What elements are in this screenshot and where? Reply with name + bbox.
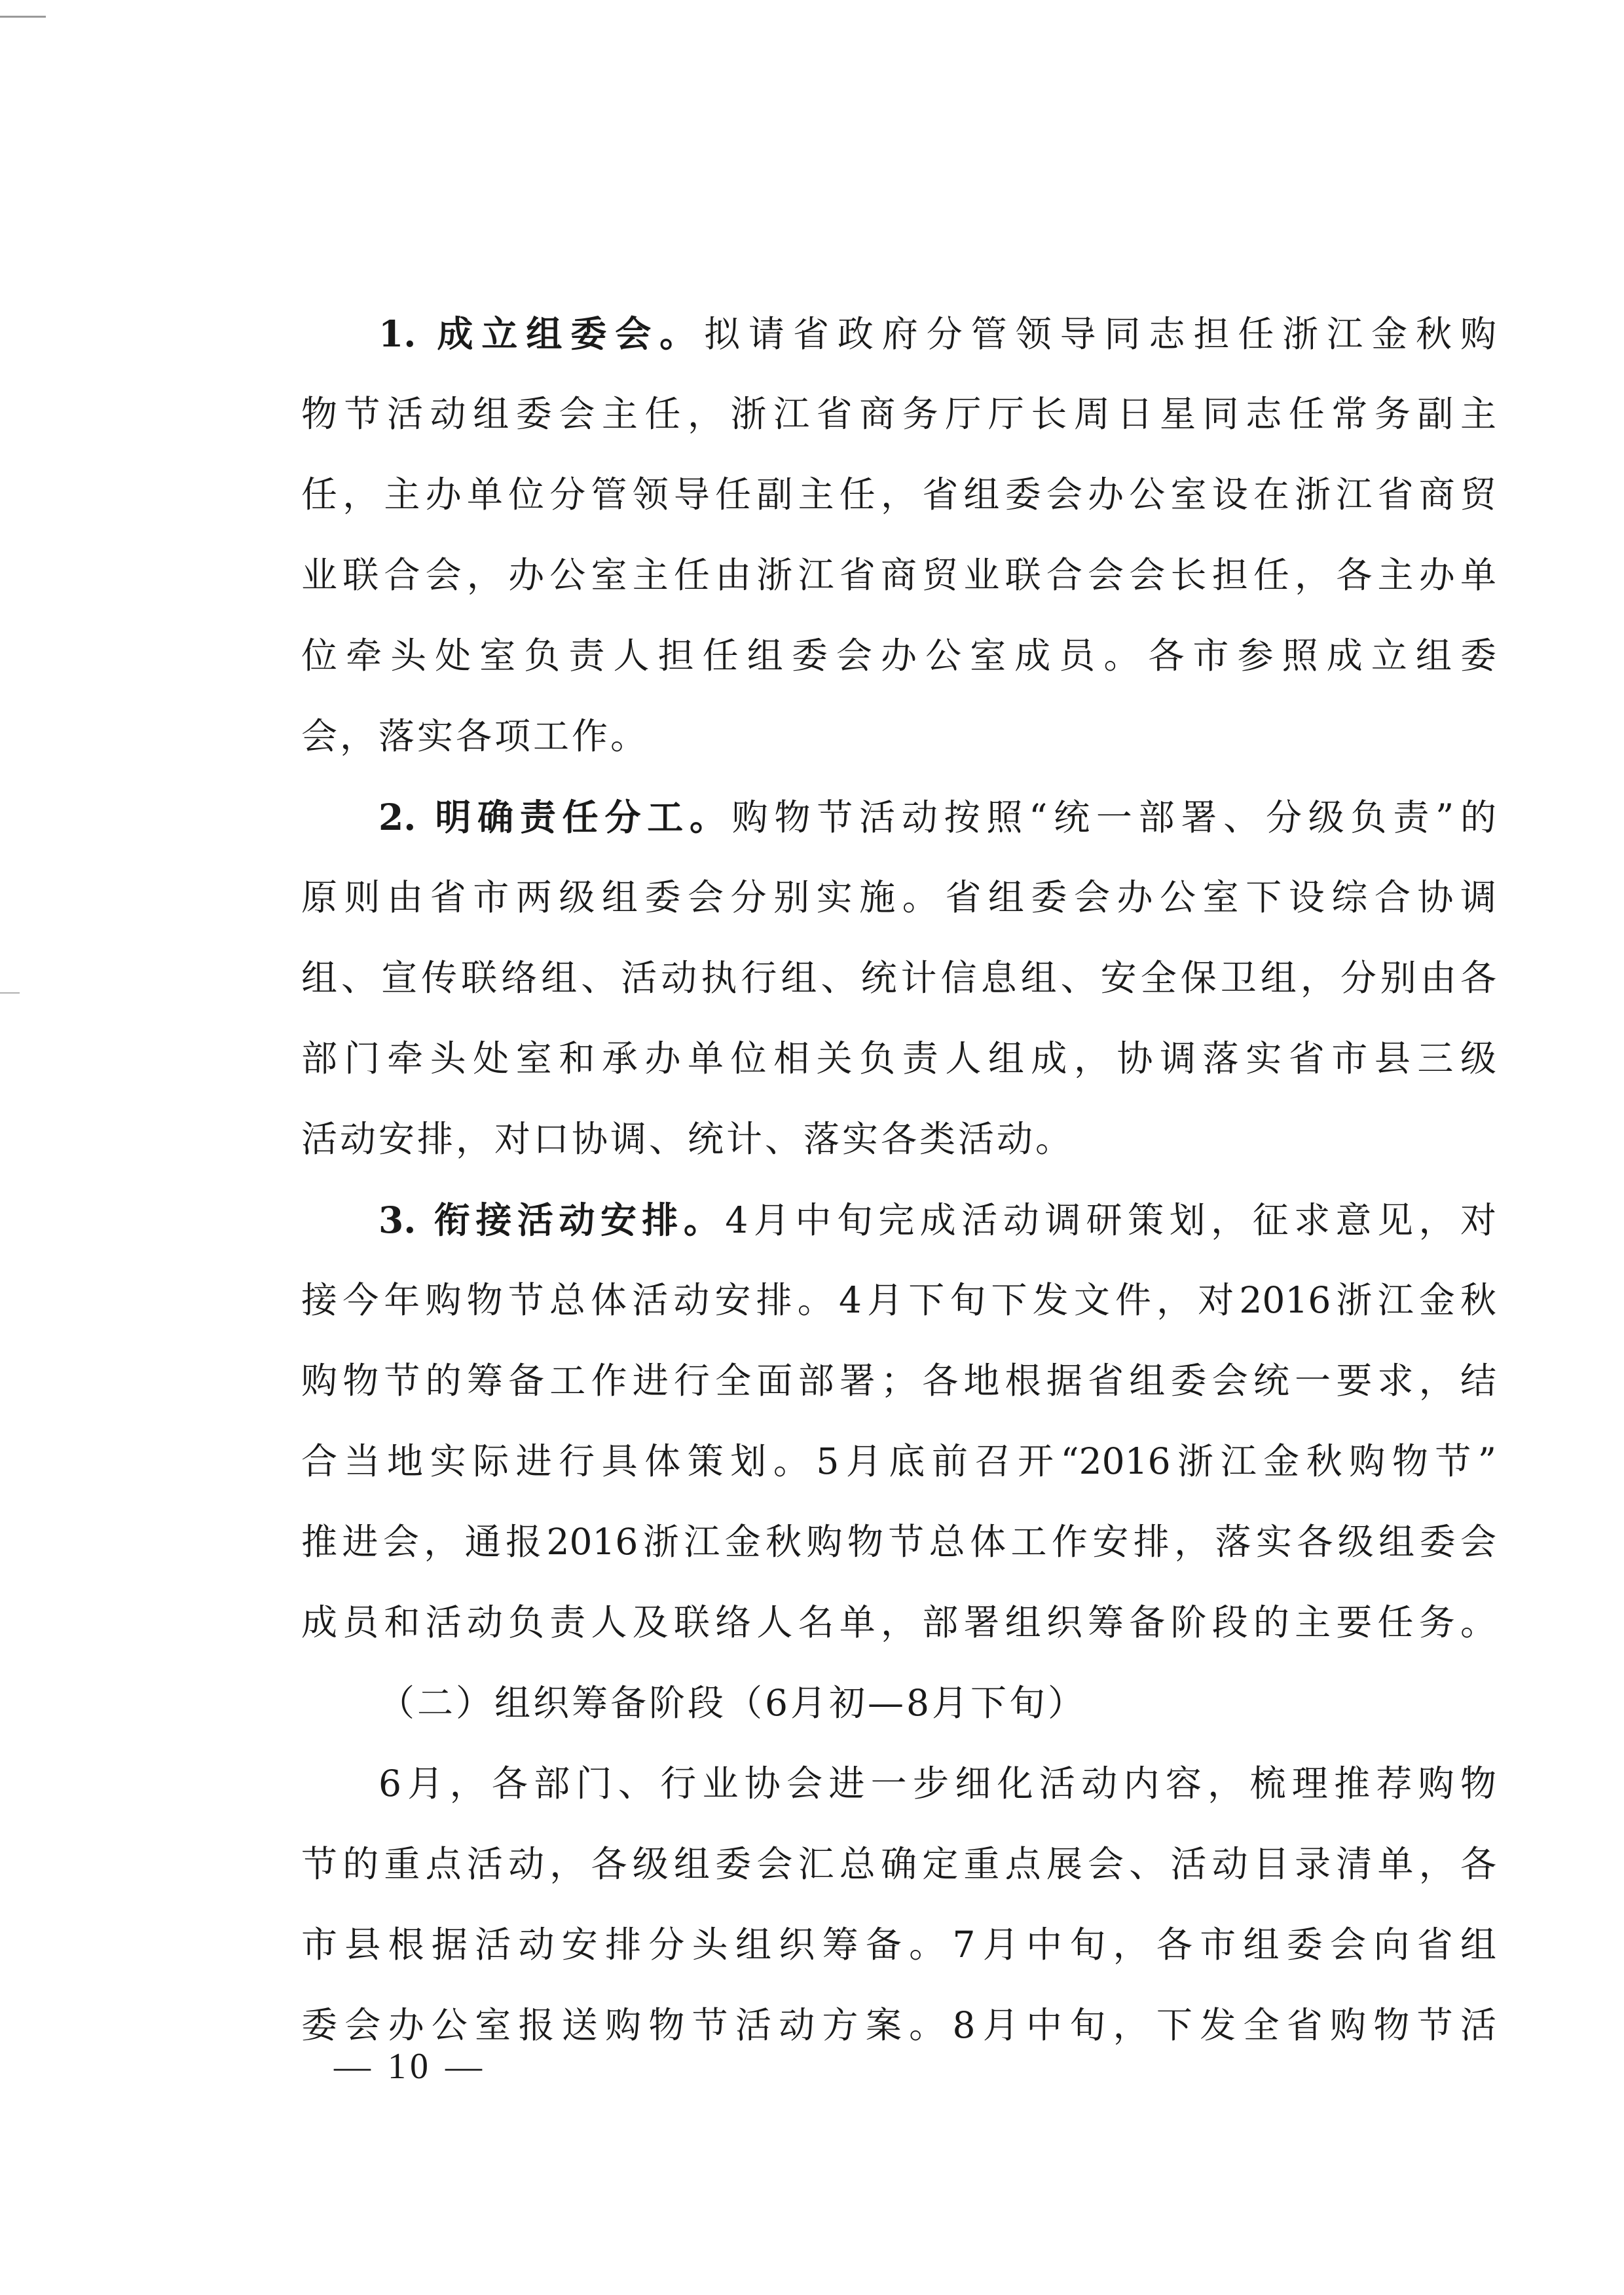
paragraph-line: 物节活动组委会主任，浙江省商务厅厅长周日星同志任常务副主 — [301, 393, 1496, 435]
paragraph-line — [301, 777, 1496, 857]
paragraph-line: 节的重点活动，各级组委会汇总确定重点展会、活动目录清单，各 — [301, 1843, 1496, 1885]
paragraph-line: 活动安排，对口协调、统计、落实各类活动。 — [301, 1118, 1075, 1160]
paragraph-heading: 2. 明确责任分工。 — [378, 796, 732, 838]
section-heading: （二）组织筹备阶段（6月初—8月下旬） — [378, 1682, 1086, 1724]
paragraph-line: 任，主办单位分管领导任副主任，省组委会办公室设在浙江省商贸 — [301, 474, 1496, 515]
paragraph-line: 推进会，通报2016浙江金秋购物节总体工作安排，落实各级组委会 — [301, 1521, 1496, 1563]
paragraph-clarify-responsibilities — [301, 777, 1496, 1180]
document-body — [301, 293, 1496, 2066]
paragraph-line: 原则由省市两级组委会分别实施。省组委会办公室下设综合协调 — [301, 876, 1496, 918]
paragraph-line: 部门牵头处室和承办单位相关负责人组成，协调落实省市县三级 — [301, 1037, 1496, 1079]
paragraph-text: 购物节活动按照“统一部署、分级负责”的 — [731, 796, 1496, 838]
paragraph-line: 委会办公室报送购物节活动方案。8月中旬，下发全省购物节活 — [301, 2004, 1496, 2046]
paragraph-line: 成员和活动负责人及联络人名单，部署组织筹备阶段的主要任务。 — [301, 1601, 1496, 1643]
paragraph-line: 市县根据活动安排分头组织筹备。7月中旬，各市组委会向省组 — [301, 1924, 1496, 1966]
paragraph-text: 拟请省政府分管领导同志担任浙江金秋购 — [704, 313, 1496, 355]
paragraph-line: 接今年购物节总体活动安排。4月下旬下发文件，对2016浙江金秋 — [301, 1279, 1496, 1321]
paragraph-line: 业联合会，办公室主任由浙江省商贸业联合会会长担任，各主办单 — [301, 554, 1496, 596]
paragraph-heading: 1. 成立组委会。 — [378, 312, 705, 355]
paragraph-heading: 3. 衔接活动安排。 — [378, 1199, 726, 1241]
page-number: — 10 — — [334, 2046, 486, 2087]
scan-edge-mark — [0, 16, 46, 18]
paragraph-line: 位牵头处室负责人担任组委会办公室成员。各市参照成立组委 — [301, 635, 1496, 677]
paragraph-line — [301, 1180, 1496, 1260]
paragraph-line: 购物节的筹备工作进行全面部署；各地根据省组委会统一要求，结 — [301, 1360, 1496, 1402]
paragraph-establish-committee — [301, 293, 1496, 777]
paragraph-line: 合当地实际进行具体策划。5月底前召开“2016浙江金秋购物节” — [301, 1440, 1496, 1482]
paragraph-text: 4月中旬完成活动调研策划，征求意见，对 — [725, 1199, 1496, 1241]
paragraph-line — [301, 293, 1496, 374]
scan-edge-mark — [0, 992, 20, 994]
paragraph-line: 6月，各部门、行业协会进一步细化活动内容，梳理推荐购物 — [378, 1763, 1496, 1804]
paragraph-line: 会，落实各项工作。 — [301, 715, 650, 757]
paragraph-coordinate-activities — [301, 1180, 1496, 1663]
paragraph-june-schedule — [301, 1744, 1496, 2066]
section-heading-preparation-stage — [301, 1663, 1496, 1744]
paragraph-line: 组、宣传联络组、活动执行组、统计信息组、安全保卫组，分别由各 — [301, 957, 1496, 999]
